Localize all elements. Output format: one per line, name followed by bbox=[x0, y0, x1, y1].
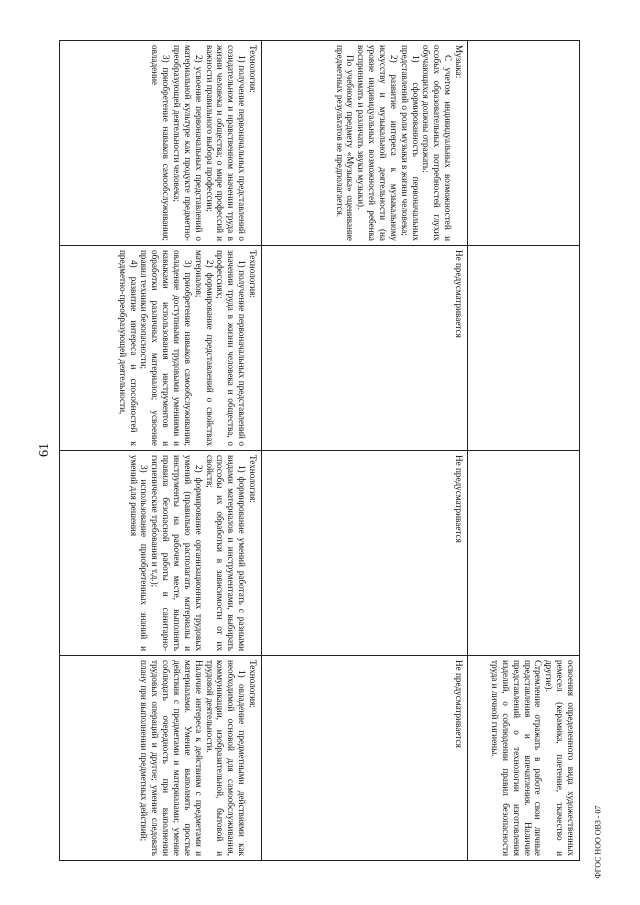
cell-paragraph: Наличие интереса к действиям с предметами и материалами. Умение выполнять простые действия с предметами и материалами; умение соблюдать очередность при выполнении трудовых операций и другое; умение следовать плану при выполнении предметных действий; bbox=[139, 660, 204, 856]
table-cell bbox=[60, 451, 262, 656]
cell-paragraph: 2) формирование представлений о свойствах материалов; bbox=[193, 250, 215, 446]
cell-paragraph: 1) овладение предметными действиями как необходимой основой для самообслуживания, коммуникации, изобразительной, бытовой и трудовой деятельности. bbox=[204, 660, 248, 856]
cell-paragraph: Технология: bbox=[248, 250, 258, 298]
table-cell bbox=[468, 246, 580, 451]
footer-code: ФГОС НОО ОВЗ - 07 bbox=[593, 805, 603, 879]
table-row-1 bbox=[468, 41, 580, 861]
table-cell bbox=[262, 451, 468, 656]
table-cell bbox=[262, 41, 468, 246]
cell-paragraph: 2) формирование организационных трудовых умений (правильно располагать материалы и инструменты на рабочем месте, выполнять правила безопасной работы и санитарно-гигиенические требования и т.д.); bbox=[150, 455, 204, 651]
cell-paragraph: 4) развитие интереса и способностей к предметно-преобразующей деятельности, bbox=[117, 250, 139, 446]
table-row-2 bbox=[262, 41, 468, 861]
cell-paragraph: 1) формирование умений работать с разными видами материалов и инструментами, выбирать способы их обработки в зависимости от их свойств; bbox=[204, 455, 248, 651]
cell-paragraph: С учетом индивидуальных возможностей и особых образовательных потребностей глухих обучающихся должны отражать: bbox=[421, 45, 454, 241]
table-cell bbox=[468, 41, 580, 246]
cell-paragraph: Технология: bbox=[248, 660, 258, 708]
table-cell bbox=[468, 656, 580, 861]
cell-paragraph: 3) приобретение навыков самообслуживания; овладение bbox=[150, 45, 172, 241]
cell-paragraph: 1) получение первоначальных представлений о значении труда в жизни человека и общества, о профессиях; bbox=[215, 250, 248, 446]
cell-paragraph: Не предусматривается bbox=[454, 660, 464, 748]
cell-paragraph: освоения определенного вида художественных ремесел (керамика, плетение, ткачество и другие). bbox=[544, 660, 576, 856]
cell-paragraph: Стремление отражать в работе свои личные представления и впечатления. Наличие представлений о технологии изготовления изделий, о соблюдении правил безопасности труда и личной гигиены. bbox=[489, 660, 544, 856]
table-cell bbox=[60, 41, 262, 246]
cell-paragraph: 2) развитие интереса к музыкальному искусству и музыкальной деятельности (на уровне индивидуальных возможностей ребенка воспринимать и различать звуки музыки). bbox=[356, 45, 399, 241]
cell-paragraph: Музыка: bbox=[454, 45, 464, 79]
table-cell bbox=[60, 246, 262, 451]
cell-paragraph: Технология: bbox=[248, 45, 258, 93]
table-cell bbox=[468, 451, 580, 656]
table-cell bbox=[60, 656, 262, 861]
table-cell bbox=[262, 246, 468, 451]
table-row-3 bbox=[60, 41, 262, 861]
standards-table bbox=[59, 40, 580, 861]
cell-paragraph: 1) получение первоначальных представлений о созидательном и нравственном значении труда в жизни человека и общества; о мире профессий и важности правильного выбора профессии; bbox=[204, 45, 248, 241]
cell-paragraph: 3) приобретение навыков самообслуживания; овладение доступными трудовыми умениями и навыками использования инструментов и обработки различных материалов; усвоение правил техники безопасности; bbox=[139, 250, 193, 446]
cell-paragraph: 1) сформированность первоначальных представлений о роли музыки в жизни человека; bbox=[399, 45, 421, 241]
cell-paragraph: По учебному предмету «Музыка» оценивание предметных результатов не предполагается. bbox=[334, 45, 356, 241]
page-number: 61 bbox=[37, 443, 52, 457]
cell-paragraph: Не предусматривается bbox=[454, 455, 464, 543]
cell-paragraph: Не предусматривается bbox=[454, 250, 464, 338]
cell-paragraph: Технология: bbox=[248, 455, 258, 503]
rotated-content bbox=[60, 40, 580, 860]
cell-paragraph: 3) использование приобретенных знаний и умений для решения bbox=[128, 455, 150, 651]
cell-paragraph: 2) усвоение первоначальных представлений о материальной культуре как продукте предметно-преобразующей деятельности человека; bbox=[171, 45, 204, 241]
table-cell bbox=[262, 656, 468, 861]
